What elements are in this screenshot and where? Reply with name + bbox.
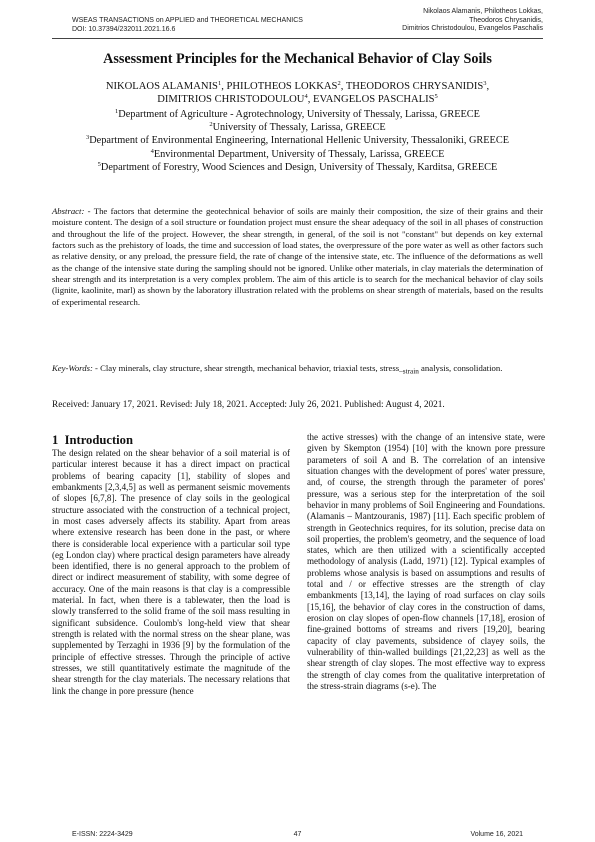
keywords-text: - Clay minerals, clay structure, shear strength, mechanical behavior, triaxial tests, stress: [92, 363, 400, 373]
author-sup: 4: [304, 93, 308, 100]
doi: DOI: 10.37394/232011.2021.16.6: [72, 25, 176, 33]
keywords-tail: analysis, consolidation.: [418, 363, 503, 373]
author-sup: 5: [434, 93, 438, 100]
author-name: NIKOLAOS ALAMANIS: [105, 81, 218, 92]
body-column-left: The design related on the shear behavior of a soil material is of particular interest because it has a direct impact on practical problems of bearing capacity [1], stability of slopes and embankments [2,3,4,5] as well as permanent seismic movements of slopes [6,7,8]. The presence of clay soils in the geological structure associated with the construction of a technical project, in most cases adversely affects its stability. Apart from areas where extensive research has been done in the past, or where there is considerable local experience with a particular soil type (eg London clay) where practical design parameters have already been identified, there is no general approach to the problem of direct or indirect measurement of stability, with some degree of accuracy. One of the main reasons is that clay is a compressible material. In fact, when there is a tablewater, then the load is slowly transferred to the solid frame of the soil mass resulting in significant subsidence. Coulomb's long-held view that shear strength is related with the normal stress on the shear plane, was supplemented by Terzaghi in 1936 [9] by the formulation of the principle of effective stresses. Through the principle of active stresses, we still quantitatively estimate the magnitude of the shear strength for the clay materials. The necessary relations that link the change in pore pressure (hence: [52, 448, 290, 696]
header-authors-line-3: Dimitrios Christodoulou, Evangelos Paschalis: [402, 25, 543, 33]
journal-name: WSEAS TRANSACTIONS on APPLIED and THEORETICAL MECHANICS: [72, 17, 303, 24]
keywords-subscript: –strain: [399, 367, 419, 376]
author-sup: 3: [483, 80, 487, 87]
keywords: [52, 363, 543, 378]
author-name: EVANGELOS PASCHALIS: [312, 94, 435, 105]
author-name: THEODOROS CHRYSANIDIS: [345, 81, 484, 92]
author-list: [52, 80, 543, 106]
footer-volume: Volume 16, 2021: [470, 831, 523, 838]
section-heading: [52, 433, 133, 448]
affiliation: $^2$University of Thessaly, Larissa, GREECE: [209, 121, 386, 134]
author-sup: 2: [337, 80, 341, 87]
footer-page-number: 47: [293, 831, 302, 838]
author-line-1: NIKOLAOS ALAMANIS$^1$, PHILOTHEOS LOKKAS$^2$, THEODOROS CHRYSANIDIS$^3$,: [105, 80, 490, 92]
abstract-label: Abstract:: [52, 206, 85, 216]
affiliation: $^1$Department of Agriculture - Agrotechnology, University of Thessaly, Larissa, GREECE: [115, 108, 480, 120]
header-divider: [52, 38, 543, 39]
affiliation: $^3$Department of Environmental Engineering, International Hellenic University, Thessaloniki, GREECE: [85, 134, 510, 147]
keywords-label: Key-Words:: [52, 363, 93, 373]
running-header-left: [72, 17, 303, 34]
footer-issn: E-ISSN: 2224-3429: [72, 831, 133, 838]
header-authors-line-2: Theodoros Chrysanidis,: [469, 16, 543, 24]
abstract-text: - The factors that determine the geotechnical behavior of soils are mainly their composition, the size of their grains and their moisture content. The design of a soil structure or foundation project must ensure the shear adequacy of the soil in all phases of construction and throughout the life of the project. However, the shear strength, in general, of the soil is not "constant" but depends on key external factors such as the prehistory of loads, the time and succession of load states, the overpressure of the pore water as well as other factors such as relative density, or any preload, the pressure field, the rate of change of the intensive state, etc. The influence of the deformations as well as the change of the intensive state during the sampling should not be ignored. Unlike other materials, in clay materials the determination of shear strength and its interpretation is a very complex problem. The aim of this article is to search for the mechanical behavior of clay soils (lignite, kaolinite, marl) as shown by the laboratory illustration related with the problems on shear strength of materials, based on the results of experimental research.: [52, 206, 543, 307]
author-line-2: DIMITRIOS CHRISTODOULOU$^4$, EVANGELOS PASCHALIS$^5$: [157, 93, 438, 105]
abstract: [52, 206, 543, 308]
publication-dates: Received: January 17, 2021. Revised: July 18, 2021. Accepted: July 26, 2021. Published: August 4, 2021.: [52, 400, 445, 410]
paper-title: Assessment Principles for the Mechanical Behavior of Clay Soils: [103, 51, 492, 67]
section-title: Introduction: [64, 433, 133, 447]
affiliation: $^4$Environmental Department, University of Thessaly, Larissa, GREECE: [150, 147, 445, 160]
body-column-right: the active stresses) with the change of an intensive state, were given by Skempton (1954) [10] with the known pore pressure parameters of soil A and B. The correlation of an intensive situation changes with the development of pores' water pressure, and, of course, the strength through the parameter of pores' pressure, was a serious step for the interpretation of the soil behavior in many problems of Soil Engineering and Foundations. (Alamanis – Mantzouranis, 1987) [11]. Each specific problem of strength in Geotechnics requires, for its solution, precise data on soil properties, the problem's geometry, and the sequence of load states, which are then utilized with a scientifically accepted methodology of analysis (Ladd, 1971) [12]. Typical examples of problems whose analysis is based on assumptions and results of total and / or effective stresses are the strength of clay embankments [13,14], the laying of road surfaces on clay soils [15,16], the behavior of clay cores in the construction of dams, erosion on clay slopes of open-flow channels [17,18], erosion of fine-grained bottoms of streams and rivers [19,20], bearing capacity of clay pavements, subsidence of clayey soils, the vulnerability of thin-walled buildings [21,22,23] as well as the shear strength of clay slopes. The most effective way to express the strength of clay comes from the qualitative interpretation of the stress-strain diagrams (s-e). The: [307, 432, 545, 691]
affiliation: $^5$Department of Forestry, Wood Sciences and Design, University of Thessaly, Karditsa, GREECE: [97, 160, 498, 173]
author-name: PHILOTHEOS LOKKAS: [226, 81, 338, 92]
section-number: 1: [52, 433, 59, 447]
author-name: DIMITRIOS CHRISTODOULOU: [157, 94, 305, 105]
author-sup: 1: [217, 80, 222, 87]
affiliation-list: [20, 108, 575, 174]
running-header-right: [402, 8, 543, 34]
header-authors-line-1: Nikolaos Alamanis, Philotheos Lokkas,: [423, 8, 543, 15]
